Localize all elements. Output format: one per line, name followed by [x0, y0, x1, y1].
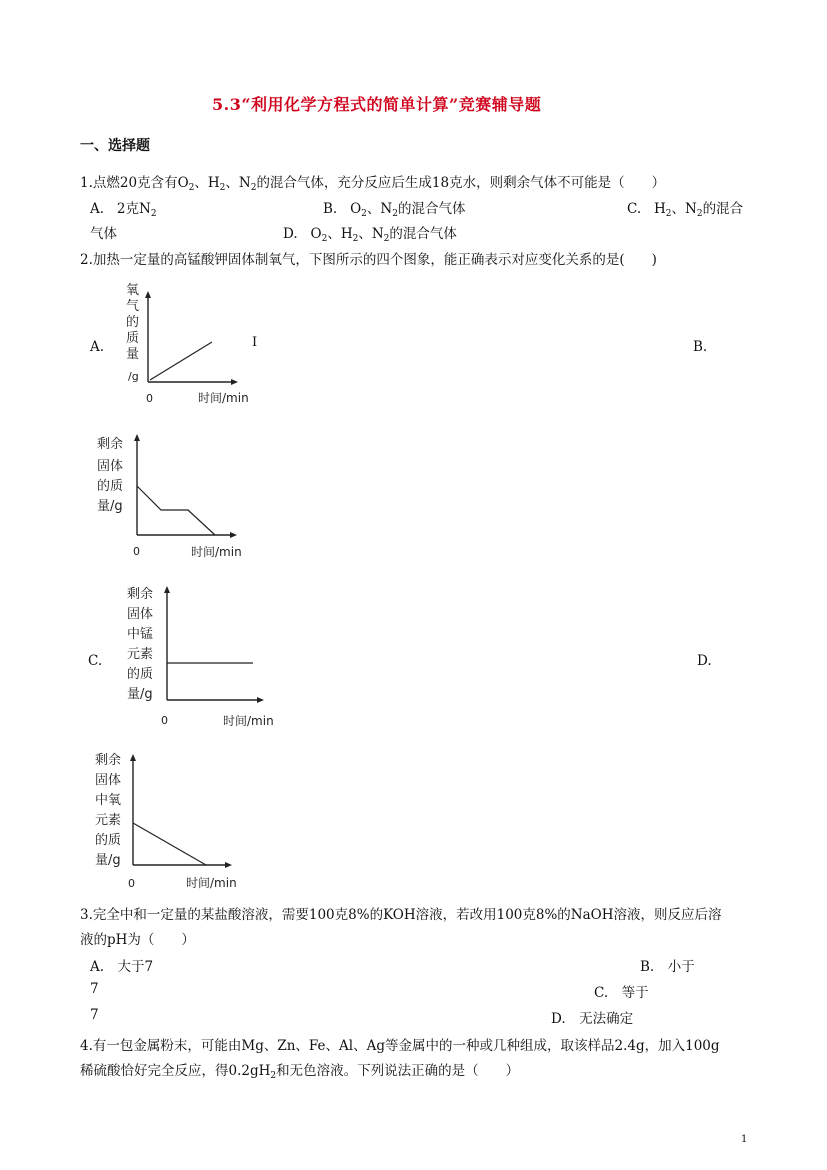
- graph-d-ylabel-line: 中氧: [95, 793, 122, 808]
- graph-d-origin: 0: [128, 877, 135, 890]
- stray-mark: I: [252, 335, 258, 350]
- graph-c-ylabel-line: 中锰: [127, 627, 154, 642]
- q2-option-a-label[interactable]: A.: [90, 339, 105, 355]
- section-heading: 一、选择题: [80, 138, 150, 154]
- graph-c-y-arrow: [164, 586, 170, 593]
- graph-c-xlabel: 时间/min: [223, 714, 274, 728]
- graph-a-x-arrow: [231, 379, 238, 385]
- graph-c-ylabel-line: 剩余: [127, 587, 154, 602]
- q3-option-c-continued: 7: [90, 1007, 99, 1023]
- page-number: 1: [741, 1134, 748, 1145]
- graph-b-svg: [95, 430, 255, 565]
- graph-c-ylabel-line: 固体: [127, 607, 154, 622]
- q3-option-c[interactable]: C. 等于: [594, 985, 649, 1001]
- question-3-stem-line2: 液的pH为（ ）: [80, 932, 195, 948]
- question-3-stem-line1: 3.完全中和一定量的某盐酸溶液，需要100克8%的KOH溶液，若改用100克8%的NaOH溶液，则反应后溶: [80, 907, 722, 923]
- graph-a-ylabel: [126, 283, 139, 383]
- q1-option-c-continued: 气体: [90, 226, 117, 242]
- graph-b: [95, 430, 255, 565]
- graph-b-ylabel-line: 的质: [97, 479, 124, 494]
- q2-option-d-label[interactable]: D.: [697, 653, 712, 669]
- graph-a-curve: [150, 342, 212, 380]
- q3-option-b[interactable]: B. 小于: [640, 959, 695, 975]
- graph-c-svg: [125, 582, 295, 732]
- graph-a-xlabel: 时间/min: [198, 391, 249, 405]
- question-4-stem-line1: 4.有一包金属粉末，可能由Mg、Zn、Fe、Al、Ag等金属中的一种或几种组成，取该样品2.4g，加入100g: [80, 1038, 720, 1054]
- graph-a-origin: 0: [146, 392, 153, 405]
- page-title: 5.3“利用化学方程式的简单计算”竞赛辅导题: [212, 95, 542, 114]
- graph-b-xlabel: 时间/min: [191, 545, 242, 559]
- question-1-stem: 1.点燃20克含有$O_2$、$H_2$、$N_2$的混合气体，充分反应后生成18克水，则剩余气体不可能是（ ）: [80, 175, 666, 193]
- q1-option-d[interactable]: D. $O_2$、$H_2$、$N_2$的混合气体: [283, 226, 457, 244]
- q3-option-d[interactable]: D. 无法确定: [551, 1011, 634, 1027]
- graph-d-ylabel-line: 固体: [95, 773, 122, 788]
- graph-d-ylabel-line: 的质: [95, 833, 122, 848]
- q3-option-b-continued: 7: [90, 981, 99, 997]
- graph-d: [93, 748, 253, 893]
- graph-d-xlabel: 时间/min: [186, 876, 237, 890]
- q2-option-b-label[interactable]: B.: [693, 339, 708, 355]
- q2-option-c-label[interactable]: C.: [88, 653, 103, 669]
- graph-a-y-arrow: [145, 291, 151, 298]
- q3-option-a[interactable]: A. 大于7: [90, 959, 154, 975]
- graph-b-ylabel-line: 固体: [97, 459, 124, 474]
- graph-c-x-arrow: [257, 697, 264, 703]
- graph-b-origin: 0: [133, 545, 140, 558]
- graph-a-svg: [118, 280, 258, 410]
- question-4-stem-line2: 稀硫酸恰好完全反应，得$0.2gH_2$和无色溶液。下列说法正确的是（ ）: [80, 1063, 520, 1081]
- graph-c: [125, 582, 295, 732]
- graph-a: [118, 280, 258, 410]
- graph-d-ylabel-line: 剩余: [95, 753, 122, 768]
- graph-d-curve: [133, 823, 206, 865]
- q1-option-a[interactable]: A. 2克$N_2$: [90, 201, 157, 219]
- graph-d-y-arrow: [130, 754, 136, 761]
- q1-option-c[interactable]: C. $H_2$、$N_2$的混合: [627, 201, 744, 219]
- graph-d-svg: [93, 748, 253, 893]
- graph-c-origin: 0: [161, 714, 168, 727]
- graph-d-ylabel-line: 元素: [95, 813, 122, 828]
- graph-d-ylabel-line: 量/g: [95, 853, 121, 868]
- graph-c-ylabel-line: 的质: [127, 667, 154, 682]
- graph-b-x-arrow: [230, 532, 237, 538]
- graph-a-ylabel-line: 的: [126, 315, 140, 330]
- graph-b-y-arrow: [134, 434, 140, 441]
- graph-a-ylabel-line: /g: [128, 370, 139, 383]
- graph-a-ylabel-line: 量: [126, 347, 140, 362]
- question-2-stem: 2.加热一定量的高锰酸钾固体制氧气，下图所示的四个图象，能正确表示对应变化关系的是( ): [80, 252, 657, 268]
- graph-d-x-arrow: [225, 862, 232, 868]
- graph-a-ylabel-line: 氧: [126, 283, 140, 298]
- q1-option-b[interactable]: B. $O_2$、$N_2$的混合气体: [323, 201, 466, 219]
- graph-a-ylabel-line: 质: [126, 331, 140, 346]
- graph-b-ylabel-line: 剩余: [97, 437, 124, 452]
- graph-b-ylabel-line: 量/g: [97, 499, 123, 514]
- graph-c-ylabel-line: 量/g: [127, 687, 153, 702]
- graph-c-ylabel-line: 元素: [127, 647, 154, 662]
- graph-b-curve: [137, 486, 215, 535]
- graph-a-ylabel-line: 气: [126, 299, 140, 314]
